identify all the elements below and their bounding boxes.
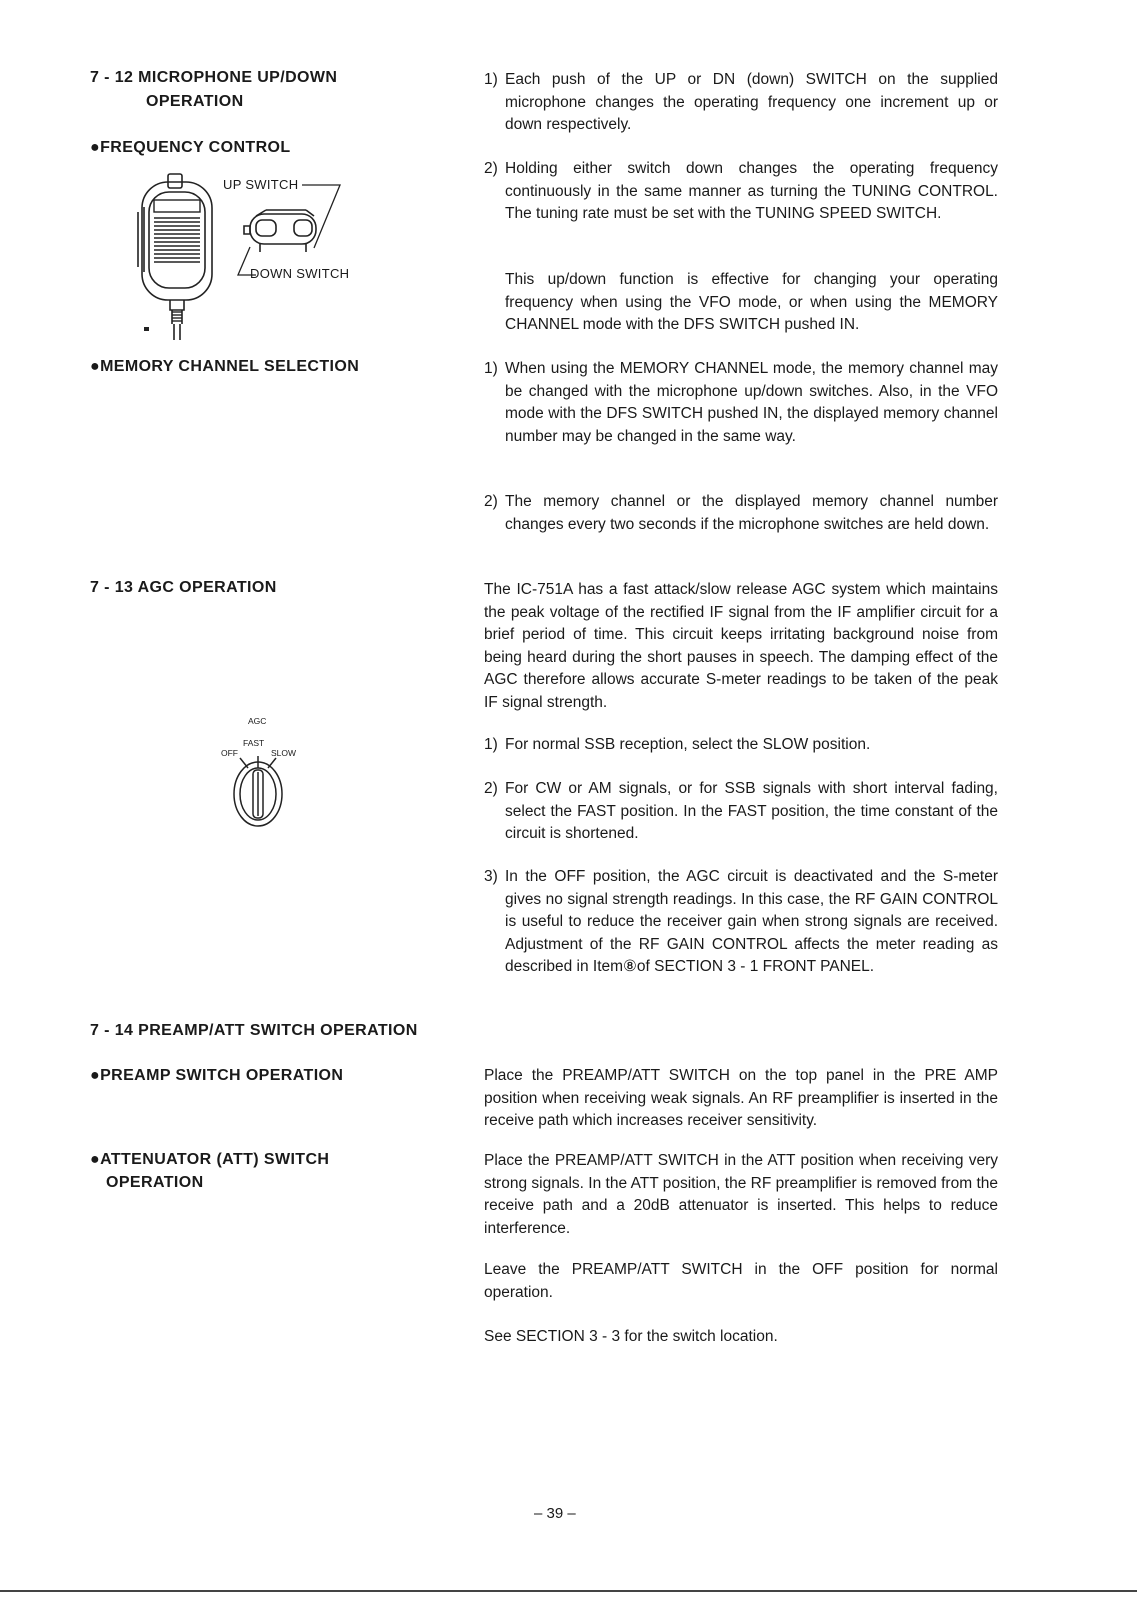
preamp-paragraph: Place the PREAMP/ATT SWITCH on the top panel in the PRE AMP position when receiving weak signals. An RF preamplifier is inserted in the receive path which increases receiver sensitivity. [484,1067,998,1129]
item-text: In the OFF position, the AGC circuit is deactivated and the S-meter gives no signal strength readings. In this case, the RF GAIN CONTROL is useful to reduce the receiver gain when strong signals are received. Adjustment of the RF GAIN CONTROL affects the meter reading as described in Item⑧of SECTION 3 - 1 FRONT PANEL. [505,868,998,975]
item-text: Holding either switch down changes the operating frequency continuously in the same manner as turning the TUNING CONTROL. The tuning rate must be set with the TUNING SPEED SWITCH. [505,160,998,222]
item-text: When using the MEMORY CHANNEL mode, the memory channel may be changed with the microphone up/down switches. Also, in the VFO mode with the DFS SWITCH pushed IN, the displayed memory channel number may be changed in the same way. [505,360,998,445]
up-switch-label: UP SWITCH [223,177,299,192]
microphone-illustration [130,172,250,344]
up-switch-leader-line [300,182,346,252]
item-text: For CW or AM signals, or for SSB signals with short interval fading, select the FAST position. In the FAST position, the time constant of the circuit is shortened. [505,780,998,842]
section-title-7-14: 7 - 14 PREAMP/ATT SWITCH OPERATION [90,1022,418,1039]
agc-fast-label: FAST [243,738,265,748]
attenuator-switch-heading: ●ATTENUATOR (ATT) SWITCH [90,1151,330,1168]
page-bottom-rule [0,1590,1137,1592]
attenuator-switch-heading-cont: OPERATION [106,1174,204,1191]
item-number: 1) [484,360,498,377]
agc-slow-label: SLOW [271,748,297,758]
item-text: For normal SSB reception, select the SLOW position. [505,736,871,753]
attenuator-paragraph: Place the PREAMP/ATT SWITCH in the ATT position when receiving very strong signals. In the ATT position, the RF preamplifier is removed from the receive path and a 20dB attenuator is inserted. This helps to reduce interference. [484,1152,998,1237]
switch-location-reference: See SECTION 3 - 3 for the switch location. [484,1328,778,1345]
agc-off-label: OFF [221,748,238,758]
updown-note-paragraph: This up/down function is effective for changing your operating frequency when using the VFO mode, or when using the MEMORY CHANNEL mode with the DFS SWITCH pushed IN. [505,271,998,333]
page-number: – 39 – [534,1505,576,1522]
preamp-switch-heading: ●PREAMP SWITCH OPERATION [90,1067,344,1084]
frequency-control-heading: ●FREQUENCY CONTROL [90,139,291,156]
section-title-7-12-cont: OPERATION [146,93,244,110]
agc-intro-paragraph: The IC-751A has a fast attack/slow release AGC system which maintains the peak voltage of the rectified IF signal from the IF amplifier circuit for a brief period of time. This circuit keeps irritating background noise from being heard during the short pauses in speech. The damping effect of the AGC therefore allows accurate S-meter readings to be taken of the peak IF signal strength. [484,581,998,711]
item-text: The memory channel or the displayed memory channel number changes every two seconds if the microphone switches are held down. [505,493,998,533]
off-position-paragraph: Leave the PREAMP/ATT SWITCH in the OFF position for normal operation. [484,1261,998,1301]
section-title-7-12: 7 - 12 MICROPHONE UP/DOWN [90,69,338,86]
item-number: 1) [484,71,498,88]
memory-channel-selection-heading: ●MEMORY CHANNEL SELECTION [90,358,360,375]
agc-knob-title: AGC [248,716,267,726]
item-number: 2) [484,493,498,510]
item-number: 2) [484,160,498,177]
section-title-7-13: 7 - 13 AGC OPERATION [90,579,277,596]
agc-knob-icon [228,754,288,840]
item-number: 2) [484,780,498,797]
item-text: Each push of the UP or DN (down) SWITCH on the supplied microphone changes the operating frequency one increment up or down respectively. [505,71,998,133]
item-number: 1) [484,736,498,753]
item-number: 3) [484,868,498,885]
down-switch-label: DOWN SWITCH [250,266,350,281]
